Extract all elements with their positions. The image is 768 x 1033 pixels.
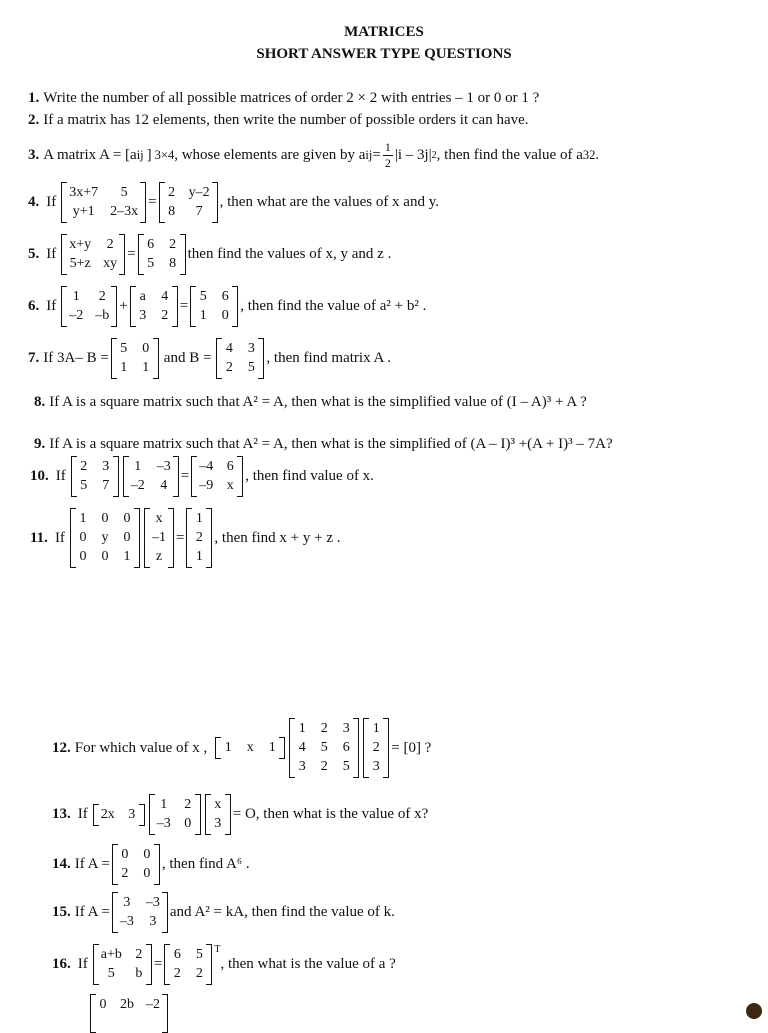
matrix-cell: 4 bbox=[225, 341, 233, 356]
matrix-cell: 5 bbox=[247, 360, 255, 375]
page-title: MATRICES bbox=[344, 24, 424, 40]
question-10 bbox=[30, 456, 374, 497]
matrix bbox=[112, 844, 160, 885]
column-vector bbox=[186, 508, 212, 568]
question-8 bbox=[34, 394, 587, 411]
matrix-cell: 2 bbox=[135, 947, 143, 962]
matrix-cell: xy bbox=[103, 256, 118, 271]
matrix-cell: 1 bbox=[268, 740, 276, 755]
matrix-cell: 5 bbox=[195, 947, 203, 962]
question-number: 14. bbox=[52, 856, 71, 872]
matrix-cell: 3 bbox=[298, 759, 306, 774]
question-14 bbox=[52, 844, 250, 885]
matrix bbox=[112, 892, 168, 933]
matrix-cell: –b bbox=[95, 308, 110, 323]
matrix-cell: 0 bbox=[142, 341, 150, 356]
question-1 bbox=[28, 90, 539, 107]
matrix-cell: 2 bbox=[98, 289, 106, 304]
matrix-cell: 5+z bbox=[69, 256, 91, 271]
matrix bbox=[164, 944, 212, 985]
question-number: 9. bbox=[34, 436, 46, 452]
matrix-cell: 2 bbox=[184, 797, 192, 812]
question-6 bbox=[28, 286, 426, 327]
matrix-cell: x bbox=[155, 511, 163, 526]
question-number: 15. bbox=[52, 904, 71, 920]
question-text: If A = bbox=[74, 856, 110, 872]
matrix-cell: 3 bbox=[372, 759, 380, 774]
question-17-partial bbox=[88, 994, 170, 1033]
matrix-cell: –3 bbox=[119, 914, 134, 929]
column-vector bbox=[144, 508, 174, 568]
matrix-cell: 2 bbox=[320, 721, 328, 736]
matrix-cell: 6 bbox=[173, 947, 181, 962]
matrix-cell: 5 bbox=[80, 478, 88, 493]
matrix-cell: –3 bbox=[156, 816, 171, 831]
matrix bbox=[138, 234, 186, 275]
equals-sign: = bbox=[127, 246, 136, 262]
matrix-cell: 0 bbox=[79, 549, 87, 564]
question-11 bbox=[30, 508, 340, 568]
if-label: If bbox=[46, 298, 57, 314]
matrix-cell: 0 bbox=[79, 530, 87, 545]
question-text: If A is a square matrix such that A² = A, then what is the simplified of (A – I)³ +(A + I)³ – 7A? bbox=[49, 436, 613, 452]
matrix-cell: 5 bbox=[107, 966, 115, 981]
question-number: 3. bbox=[28, 147, 40, 163]
matrix-cell: 2b bbox=[120, 997, 134, 1012]
matrix bbox=[289, 718, 359, 778]
column-vector bbox=[205, 794, 231, 835]
question-text: If A = bbox=[74, 904, 110, 920]
matrix-cell: –2 bbox=[130, 478, 145, 493]
matrix-cell: 0 bbox=[184, 816, 192, 831]
subscript: 32 bbox=[582, 148, 596, 162]
question-number: 10. bbox=[30, 468, 49, 484]
matrix-cell: 1 bbox=[120, 360, 128, 375]
matrix-cell: 3 bbox=[342, 721, 350, 736]
matrix-cell: 1 bbox=[195, 549, 203, 564]
matrix-cell: 7 bbox=[102, 478, 110, 493]
matrix bbox=[123, 456, 179, 497]
question-text: Write the number of all possible matrices of order 2 × 2 with entries – 1 or 0 or 1 ? bbox=[43, 90, 540, 106]
question-number: 16. bbox=[52, 956, 71, 972]
question-text: , then find the value of a bbox=[436, 147, 583, 163]
matrix-cell: 2 bbox=[106, 237, 114, 252]
matrix-cell: 1 bbox=[160, 797, 168, 812]
plus-sign: + bbox=[119, 298, 128, 314]
matrix bbox=[216, 338, 264, 379]
question-number: 12. bbox=[52, 739, 71, 756]
equals-sign: = bbox=[148, 194, 157, 210]
subscript: ij bbox=[136, 148, 144, 162]
equals: = bbox=[372, 147, 381, 163]
matrix-cell: 2 bbox=[80, 459, 88, 474]
matrix-cell: –3 bbox=[156, 459, 171, 474]
question-text: and A² = kA, then find the value of k. bbox=[169, 904, 395, 920]
expression: |i – 3j| bbox=[394, 147, 432, 163]
matrix-cell: 5 bbox=[320, 740, 328, 755]
matrix-cell: 0 bbox=[143, 866, 151, 881]
equals-sign: = bbox=[180, 468, 190, 484]
matrix-cell: 2 bbox=[195, 966, 203, 981]
question-number: 2. bbox=[28, 112, 40, 128]
matrix-cell: –2 bbox=[146, 997, 160, 1012]
matrix bbox=[159, 182, 218, 223]
matrix-cell: 5 bbox=[342, 759, 350, 774]
matrix-cell: –3 bbox=[145, 895, 160, 910]
question-9 bbox=[34, 436, 613, 453]
matrix-cell: 1 bbox=[79, 511, 87, 526]
matrix-cell: 2 bbox=[320, 759, 328, 774]
question-text: , then find the value of a² + b² . bbox=[240, 298, 427, 314]
matrix bbox=[191, 456, 243, 497]
matrix-cell: –1 bbox=[151, 530, 166, 545]
row-vector bbox=[93, 804, 145, 826]
matrix-cell: 0 bbox=[101, 511, 109, 526]
matrix-cell: 1 bbox=[195, 511, 203, 526]
matrix-cell: 4 bbox=[160, 478, 168, 493]
if-label: If bbox=[54, 529, 65, 546]
question-text: , then what is the value of a ? bbox=[220, 956, 396, 972]
question-number: 1. bbox=[28, 90, 40, 106]
question-text: , then find A⁶ . bbox=[161, 856, 250, 872]
matrix-cell: 5 bbox=[147, 256, 155, 271]
matrix-cell: 4 bbox=[298, 740, 306, 755]
matrix-cell: 6 bbox=[147, 237, 155, 252]
matrix-cell: 6 bbox=[226, 459, 234, 474]
question-text: then find the values of x, y and z . bbox=[187, 246, 392, 262]
question-number: 8. bbox=[34, 394, 46, 410]
question-text: = [0] ? bbox=[391, 739, 432, 756]
matrix-cell: 2 bbox=[195, 530, 203, 545]
matrix-cell: z bbox=[155, 549, 163, 564]
question-3 bbox=[28, 140, 599, 171]
matrix bbox=[111, 338, 159, 379]
if-label: If bbox=[77, 806, 88, 822]
question-4 bbox=[28, 182, 439, 223]
if-label: If bbox=[46, 194, 57, 210]
question-text: , then what are the values of x and y. bbox=[219, 194, 439, 210]
matrix-cell: 3 bbox=[214, 816, 222, 831]
matrix-cell: a bbox=[139, 289, 146, 304]
question-16 bbox=[52, 944, 396, 985]
matrix-cell: 2 bbox=[173, 966, 181, 981]
matrix-partial bbox=[90, 994, 168, 1033]
matrix-cell: 5 bbox=[120, 341, 128, 356]
matrix-cell: x bbox=[226, 478, 234, 493]
matrix-cell: 1 bbox=[372, 721, 380, 736]
matrix-cell: 4 bbox=[161, 289, 169, 304]
matrix-cell: 7 bbox=[195, 204, 203, 219]
matrix-cell: 2x bbox=[100, 806, 115, 822]
record-button-icon[interactable] bbox=[746, 1003, 762, 1019]
question-text: A matrix A = [a bbox=[43, 147, 137, 163]
matrix bbox=[130, 286, 178, 327]
question-text: , then find matrix A . bbox=[266, 350, 391, 366]
question-15 bbox=[52, 892, 395, 933]
matrix-cell: 3x+7 bbox=[69, 185, 99, 200]
matrix bbox=[149, 794, 201, 835]
matrix-cell: 1 bbox=[134, 459, 142, 474]
matrix-cell: 0 bbox=[221, 308, 229, 323]
question-7 bbox=[28, 338, 391, 379]
question-number: 5. bbox=[28, 246, 40, 262]
matrix-cell: 0 bbox=[123, 530, 131, 545]
question-5 bbox=[28, 234, 391, 275]
if-label: If bbox=[46, 246, 57, 262]
question-number: 7. bbox=[28, 350, 40, 366]
question-text: , then find x + y + z . bbox=[214, 529, 341, 546]
matrix bbox=[190, 286, 238, 327]
matrix-cell: y bbox=[101, 530, 109, 545]
matrix-cell: 0 bbox=[121, 847, 129, 862]
exponent: 2 bbox=[431, 150, 437, 161]
matrix-cell: 1 bbox=[142, 360, 150, 375]
question-number: 6. bbox=[28, 298, 40, 314]
question-number: 11. bbox=[30, 529, 48, 546]
page-subtitle: SHORT ANSWER TYPE QUESTIONS bbox=[256, 46, 512, 62]
matrix-cell: 5 bbox=[199, 289, 207, 304]
matrix-cell: 3 bbox=[128, 806, 136, 822]
question-text: = O, then what is the value of x? bbox=[232, 806, 429, 822]
matrix bbox=[61, 234, 125, 275]
question-text: For which value of x , bbox=[74, 739, 208, 756]
matrix-cell: 6 bbox=[221, 289, 229, 304]
matrix-cell: x bbox=[214, 797, 222, 812]
matrix bbox=[70, 508, 140, 568]
matrix-cell: 1 bbox=[72, 289, 80, 304]
row-vector bbox=[215, 737, 285, 759]
matrix bbox=[61, 286, 117, 327]
question-text: , whose elements are given by a bbox=[174, 147, 366, 163]
fraction-numerator: 1 bbox=[384, 140, 391, 154]
matrix-cell: 2 bbox=[372, 740, 380, 755]
matrix-cell: 3 bbox=[247, 341, 255, 356]
matrix-cell: 3 bbox=[149, 914, 157, 929]
if-label: If bbox=[55, 468, 66, 484]
period: . bbox=[595, 147, 600, 163]
matrix-cell: 0 bbox=[143, 847, 151, 862]
question-number: 13. bbox=[52, 806, 71, 822]
question-text: If A is a square matrix such that A² = A, then what is the simplified value of (I – A)³ + A ? bbox=[49, 394, 587, 410]
matrix-cell: 2 bbox=[168, 185, 176, 200]
equals-sign: = bbox=[175, 529, 185, 546]
matrix bbox=[93, 944, 152, 985]
matrix-cell: 2 bbox=[225, 360, 233, 375]
matrix-cell: x bbox=[246, 740, 254, 755]
matrix-cell: 1 bbox=[224, 740, 232, 755]
matrix-cell: 1 bbox=[298, 721, 306, 736]
transpose-superscript: T bbox=[214, 944, 221, 955]
matrix-cell: 3 bbox=[123, 895, 131, 910]
equals-sign: = bbox=[179, 298, 189, 314]
question-12 bbox=[52, 718, 431, 778]
equals-sign: = bbox=[153, 956, 163, 972]
question-text: , then find value of x. bbox=[245, 468, 374, 484]
matrix bbox=[71, 456, 119, 497]
matrix-cell: y–2 bbox=[188, 185, 210, 200]
matrix-cell: 0 bbox=[123, 511, 131, 526]
matrix-cell: 3 bbox=[102, 459, 110, 474]
matrix-cell: –9 bbox=[199, 478, 214, 493]
matrix-cell: y+1 bbox=[72, 204, 95, 219]
subscript: ij bbox=[365, 148, 373, 162]
column-vector bbox=[363, 718, 389, 778]
matrix-cell: b bbox=[135, 966, 143, 981]
bracket: ] bbox=[146, 147, 152, 163]
matrix bbox=[61, 182, 146, 223]
question-number: 4. bbox=[28, 194, 40, 210]
matrix-cell: 2 bbox=[121, 866, 129, 881]
fraction bbox=[383, 140, 393, 171]
matrix-cell: –2 bbox=[69, 308, 84, 323]
matrix-order: 3×4 bbox=[154, 148, 175, 162]
matrix-cell: 8 bbox=[169, 256, 177, 271]
matrix-cell: –4 bbox=[199, 459, 214, 474]
matrix-cell: a+b bbox=[100, 947, 122, 962]
question-text: and B = bbox=[163, 350, 212, 366]
matrix-cell: 6 bbox=[342, 740, 350, 755]
matrix-cell: 2 bbox=[161, 308, 169, 323]
fraction-denominator: 2 bbox=[384, 156, 391, 170]
matrix-cell: 1 bbox=[199, 308, 207, 323]
question-text: If a matrix has 12 elements, then write the number of possible orders it can have. bbox=[43, 112, 529, 128]
matrix-cell: 8 bbox=[168, 204, 176, 219]
matrix-cell: 0 bbox=[99, 997, 107, 1012]
question-text: If 3A– B = bbox=[43, 350, 109, 366]
question-2 bbox=[28, 112, 529, 129]
matrix-cell: 2 bbox=[169, 237, 177, 252]
matrix-cell: 5 bbox=[120, 185, 128, 200]
matrix-cell: 0 bbox=[101, 549, 109, 564]
matrix-cell: x+y bbox=[69, 237, 92, 252]
if-label: If bbox=[77, 956, 88, 972]
matrix-cell: 3 bbox=[139, 308, 147, 323]
question-13 bbox=[52, 794, 428, 835]
matrix-cell: 2–3x bbox=[110, 204, 139, 219]
matrix-cell: 1 bbox=[123, 549, 131, 564]
